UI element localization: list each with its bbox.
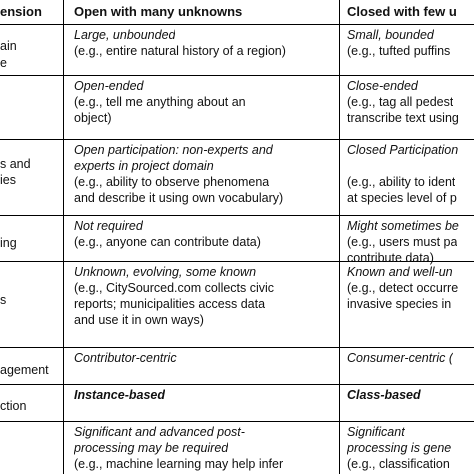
dimension-label: ing xyxy=(0,236,17,250)
open-cell-text: Large, unbounded xyxy=(74,28,176,42)
closed-cell-text: (e.g., detect occurre xyxy=(347,281,459,295)
open-cell-text: experts in project domain xyxy=(74,159,214,173)
open-cell-text: (e.g., entire natural history of a region) xyxy=(74,44,286,58)
closed-cell-text: Consumer-centric ( xyxy=(347,351,454,365)
open-cell-text: and use it in own ways) xyxy=(74,313,204,327)
closed-cell-text: contribute data) xyxy=(347,251,434,265)
row-divider xyxy=(0,384,474,385)
open-cell-text: processing may be required xyxy=(74,441,229,455)
closed-cell-text: processing is gene xyxy=(347,441,452,455)
open-cell-text: reports; municipalities access data xyxy=(74,297,266,311)
closed-cell-text: Close-ended xyxy=(347,79,418,93)
dimension-label: s and xyxy=(0,157,31,171)
row-divider xyxy=(0,215,474,216)
open-cell-text: (e.g., tell me anything about an xyxy=(74,95,246,109)
open-cell-text: and describe it using own vocabulary) xyxy=(74,191,284,205)
open-cell-text: Unknown, evolving, some known xyxy=(74,265,257,279)
closed-cell-text: Might sometimes be xyxy=(347,219,459,233)
open-cell-text: object) xyxy=(74,111,112,125)
open-cell-text: Contributor-centric xyxy=(74,351,177,365)
header-dimension: ension xyxy=(0,4,42,19)
row-divider xyxy=(0,347,474,348)
open-cell-text: (e.g., CitySourced.com collects civic xyxy=(74,281,275,295)
open-cell-text: Open participation: non-experts and xyxy=(74,143,273,157)
dimension-label: ies xyxy=(0,173,16,187)
closed-cell-text: (e.g., ability to ident xyxy=(347,175,456,189)
row-divider xyxy=(0,139,474,140)
closed-cell-text: (e.g., classification xyxy=(347,457,450,471)
open-cell-text: (e.g., ability to observe phenomena xyxy=(74,175,270,189)
closed-cell-text: invasive species in xyxy=(347,297,452,311)
header-open: Open with many unknowns xyxy=(74,4,243,19)
row-divider xyxy=(0,421,474,422)
column-divider xyxy=(339,0,340,474)
header-divider xyxy=(0,24,474,25)
open-cell-text: Not required xyxy=(74,219,143,233)
column-divider xyxy=(63,0,64,474)
dimension-label: ction xyxy=(0,399,27,413)
closed-cell-text: Small, bounded xyxy=(347,28,434,42)
closed-cell-text: Closed Participation xyxy=(347,143,459,157)
closed-cell-text: (e.g., users must pa xyxy=(347,235,458,249)
closed-cell-text: Known and well-un xyxy=(347,265,453,279)
header-closed: Closed with few u xyxy=(347,4,457,19)
open-cell-text: (e.g., machine learning may help infer xyxy=(74,457,284,471)
closed-cell-text: transcribe text using xyxy=(347,111,459,125)
closed-cell-text: (e.g., tag all pedest xyxy=(347,95,454,109)
closed-cell-text: Class-based xyxy=(347,388,421,402)
row-divider xyxy=(0,75,474,76)
closed-cell-text: at species level of p xyxy=(347,191,457,205)
closed-cell-text: (e.g., tufted puffins xyxy=(347,44,451,58)
dimension-label: s xyxy=(0,293,7,307)
dimension-label: e xyxy=(0,56,7,70)
open-cell-text: Open-ended xyxy=(74,79,144,93)
dimension-label: ain xyxy=(0,39,17,53)
open-cell-text: Instance-based xyxy=(74,388,166,402)
open-cell-text: Significant and advanced post- xyxy=(74,425,245,439)
dimension-label: agement xyxy=(0,363,49,377)
open-cell-text: (e.g., anyone can contribute data) xyxy=(74,235,261,249)
closed-cell-text: Significant xyxy=(347,425,405,439)
